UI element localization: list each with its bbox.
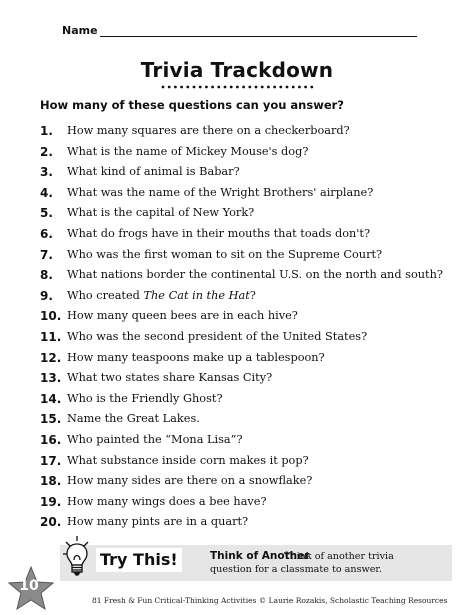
- underline-dot: [261, 86, 264, 89]
- question-text: What was the name of the Wright Brothers' airplane?: [67, 185, 374, 199]
- think-text: [210, 550, 446, 576]
- question-text: What kind of animal is Babar?: [67, 165, 240, 179]
- underline-dot: [193, 86, 196, 89]
- underline-dot: [168, 86, 171, 89]
- question-item: [40, 474, 460, 495]
- underline-dot: [279, 86, 282, 89]
- underline-dot: [304, 86, 307, 89]
- question-text: How many squares are there on a checkerboard?: [67, 124, 350, 137]
- question-item: [40, 124, 460, 145]
- underline-dot: [174, 86, 177, 89]
- question-number: 13.: [40, 371, 62, 386]
- think-heading: Think of Another: [210, 550, 310, 562]
- question-item: [40, 392, 460, 413]
- question-item: [40, 227, 460, 248]
- question-item: [40, 412, 460, 433]
- underline-dot: [242, 86, 245, 89]
- question-text: How many teaspoons make up a tablespoon?: [67, 350, 325, 364]
- underline-dot: [310, 86, 313, 89]
- underline-dot: [286, 86, 289, 89]
- question-item: [40, 330, 460, 351]
- instructions: How many of these questions can you answer?: [40, 98, 344, 112]
- question-item: [40, 165, 460, 186]
- question-number: 2.: [40, 144, 53, 159]
- underline-dot: [292, 86, 295, 89]
- question-item: [40, 268, 460, 289]
- question-item: [40, 495, 460, 516]
- question-item: [40, 206, 460, 227]
- question-text: How many pints are in a quart?: [67, 515, 249, 529]
- question-text: What is the capital of New York?: [67, 206, 255, 220]
- underline-dot: [230, 86, 233, 89]
- question-item: [40, 515, 460, 536]
- question-item: [40, 289, 460, 310]
- question-number: 18.: [40, 474, 62, 489]
- question-item: [40, 186, 460, 207]
- question-number: 8.: [40, 268, 53, 283]
- title-dotted-underline: [160, 84, 315, 90]
- question-item: [40, 309, 460, 330]
- question-text: Who was the first woman to sit on the Supreme Court?: [67, 247, 383, 261]
- question-text: Name the Great Lakes.: [67, 412, 200, 426]
- question-text: [67, 289, 256, 302]
- question-text: What two states share Kansas City?: [67, 371, 273, 385]
- question-text: How many wings does a bee have?: [67, 494, 267, 508]
- question-number: 16.: [40, 432, 62, 447]
- underline-dot: [248, 86, 251, 89]
- question-item: [40, 454, 460, 475]
- footer-credit: 81 Fresh & Fun Critical-Thinking Activities © Laurie Rozakis, Scholastic Teaching Resources: [92, 596, 448, 605]
- book-title: The Cat in the Hat: [143, 288, 250, 302]
- question-number: 5.: [40, 206, 53, 221]
- question-item: [40, 433, 460, 454]
- question-text: What nations border the continental U.S. on the north and south?: [67, 268, 443, 282]
- underline-dot: [224, 86, 227, 89]
- question-text: Who is the Friendly Ghost?: [67, 391, 223, 405]
- question-number: 11.: [40, 329, 62, 344]
- question-item: [40, 145, 460, 166]
- question-list: [40, 124, 460, 536]
- question-number: 3.: [40, 165, 53, 180]
- question-item: [40, 351, 460, 372]
- question-text: Who painted the “Mona Lisa”?: [67, 432, 243, 446]
- page-title: Trivia Trackdown: [140, 58, 334, 82]
- name-label: Name: [62, 24, 98, 37]
- question-number: 6.: [40, 226, 53, 241]
- question-text: How many sides are there on a snowflake?: [67, 474, 313, 488]
- page-number: 10: [19, 578, 39, 594]
- question-text: What do frogs have in their mouths that toads don't?: [67, 226, 371, 240]
- question-number: 17.: [40, 453, 62, 468]
- think-text-line2: question for a classmate to answer.: [210, 564, 382, 575]
- question-number: 15.: [40, 412, 62, 427]
- name-line[interactable]: [100, 36, 417, 37]
- question-number: 4.: [40, 185, 53, 200]
- question-text-start: Who created: [67, 288, 144, 302]
- underline-dot: [273, 86, 276, 89]
- question-number: 19.: [40, 494, 62, 509]
- underline-dot: [298, 86, 301, 89]
- underline-dot: [205, 86, 208, 89]
- underline-dot: [255, 86, 258, 89]
- question-text: What substance inside corn makes it pop?: [67, 453, 309, 467]
- underline-dot: [211, 86, 214, 89]
- underline-dot: [236, 86, 239, 89]
- lightbulb-icon: [62, 534, 92, 578]
- question-text: How many queen bees are in each hive?: [67, 309, 298, 323]
- underline-dot: [186, 86, 189, 89]
- underline-dot: [199, 86, 202, 89]
- question-number: 10.: [40, 309, 62, 324]
- underline-dot: [180, 86, 183, 89]
- question-number: 12.: [40, 350, 62, 365]
- underline-dot: [267, 86, 270, 89]
- name-field[interactable]: [62, 24, 417, 40]
- question-number: 9.: [40, 288, 53, 303]
- question-item: [40, 248, 460, 269]
- question-item: [40, 371, 460, 392]
- question-number: 20.: [40, 515, 62, 530]
- think-text-line1: Think of another trivia: [284, 551, 394, 562]
- question-number: 7.: [40, 247, 53, 262]
- underline-dot: [217, 86, 220, 89]
- underline-dot: [162, 86, 165, 89]
- question-number: 14.: [40, 391, 62, 406]
- question-number: 1.: [40, 124, 53, 138]
- try-this-label: Try This!: [96, 548, 182, 572]
- question-text: What is the name of Mickey Mouse's dog?: [67, 144, 309, 158]
- question-text-end: ?: [249, 288, 256, 302]
- question-text: Who was the second president of the United States?: [67, 329, 368, 343]
